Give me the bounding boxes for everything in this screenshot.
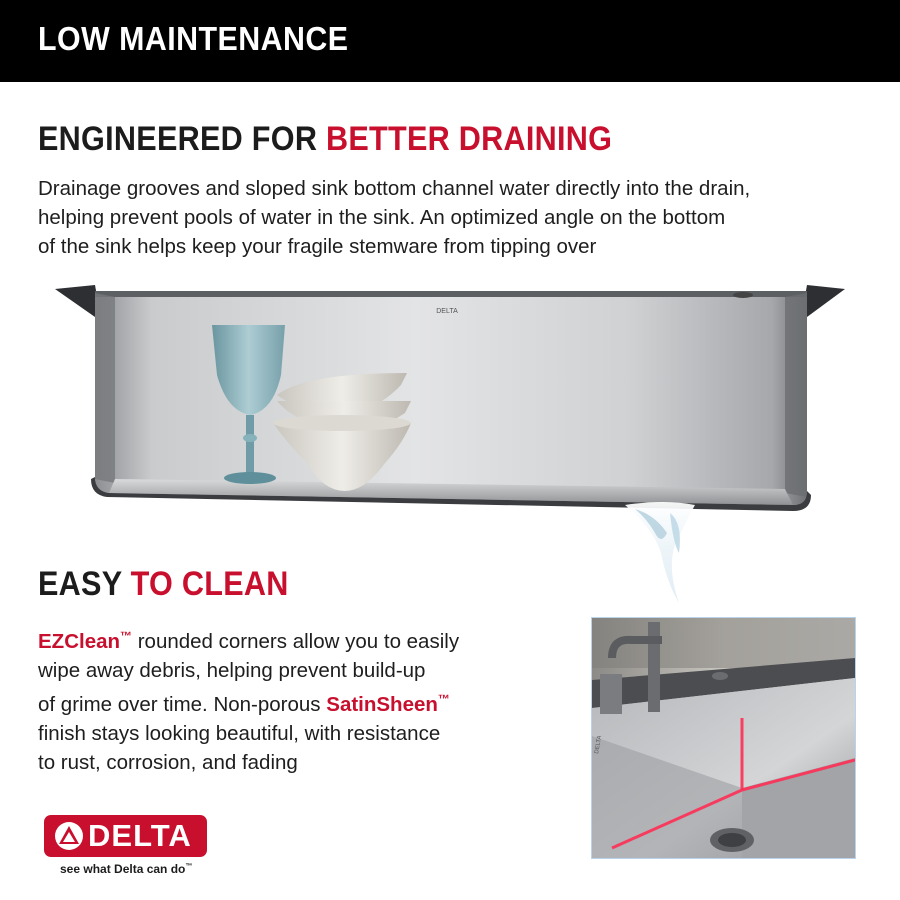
clean-heading-accent: TO CLEAN xyxy=(130,565,289,603)
clean-line-4: finish stays looking beautiful, with resistance xyxy=(38,721,441,745)
clean-line-3-pre: of grime over time. Non-porous xyxy=(38,692,327,716)
drain-description xyxy=(38,174,838,261)
top-banner xyxy=(0,0,900,82)
clean-line-3 xyxy=(38,685,508,719)
ezclean-tm: ™ xyxy=(120,629,133,643)
clean-line-1 xyxy=(38,622,508,656)
sink-corner-photo xyxy=(591,617,856,859)
delta-tagline xyxy=(60,862,192,876)
clean-heading xyxy=(38,565,289,604)
delta-logo xyxy=(44,815,207,857)
banner-title: LOW MAINTENANCE xyxy=(38,20,349,57)
water-stream xyxy=(625,502,695,603)
photo-brand-etching: DELTA xyxy=(594,735,604,755)
drain-heading xyxy=(38,120,612,159)
drain-line-1: Drainage grooves and sloped sink bottom channel water directly into the drain, xyxy=(38,177,751,200)
clean-heading-plain: EASY xyxy=(38,565,122,603)
drain-heading-accent: BETTER DRAINING xyxy=(325,120,613,158)
clean-line-5: to rust, corrosion, and fading xyxy=(38,750,298,774)
satinsheen-tm: ™ xyxy=(437,691,450,706)
clean-line-1-rest: rounded corners allow you to easily xyxy=(132,629,460,653)
sink-brand-etching: DELTA xyxy=(436,308,458,315)
clean-description xyxy=(38,622,508,777)
clean-line-2: wipe away debris, helping prevent build-up xyxy=(38,658,426,682)
satinsheen-brand: SatinSheen xyxy=(326,692,438,716)
drain-line-3: of the sink helps keep your fragile stemware from tipping over xyxy=(38,235,597,258)
tagline-tm: ™ xyxy=(185,863,193,870)
delta-logo-text: DELTA xyxy=(88,818,192,853)
drain-line-2: helping prevent pools of water in the sink. An optimized angle on the bottom xyxy=(38,206,726,229)
tagline-text: see what Delta can do xyxy=(60,862,186,876)
drain-heading-plain: ENGINEERED FOR xyxy=(38,120,318,158)
delta-triangle-icon xyxy=(54,821,84,851)
ezclean-brand: EZClean xyxy=(38,629,121,653)
